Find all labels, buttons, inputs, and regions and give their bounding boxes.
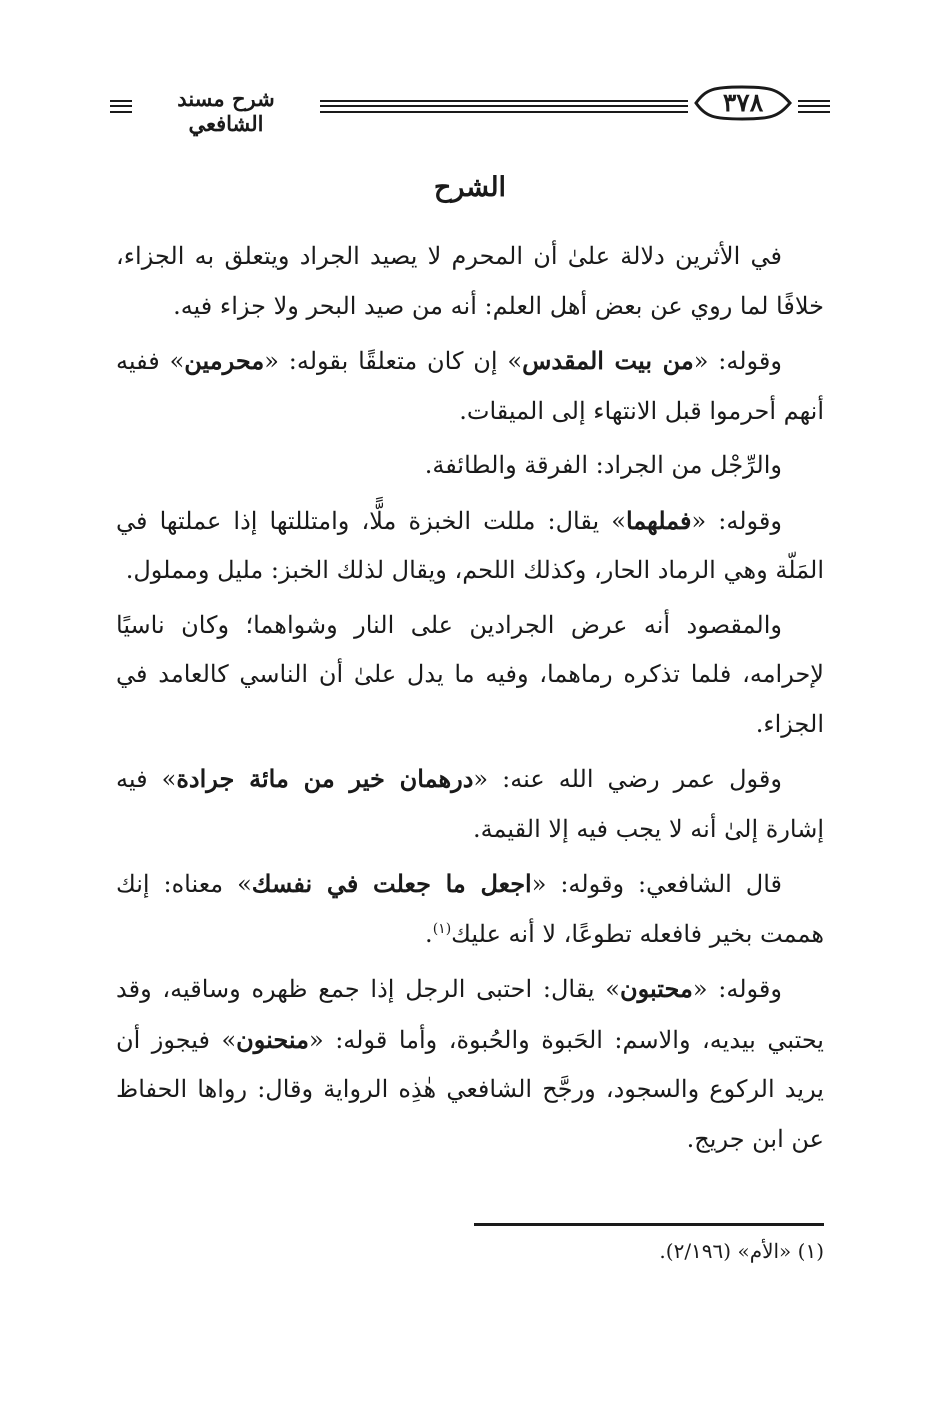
- quoted-phrase: محتبون: [619, 974, 693, 1003]
- quoted-phrase: فملهما: [625, 505, 692, 535]
- commentary-body: [116, 232, 824, 1169]
- paragraph-1: في الأثرين دلالة علىٰ أن المحرم لا يصيد الجراد ويتعلق به الجزاء، خلافًا لما روي عن بعض أهل العلم: أنه من صيد البحر ولا جزاء فيه.: [116, 242, 824, 320]
- header-rule-middle: [320, 100, 688, 113]
- paragraph-6: وقول عمر رضي الله عنه: «درهمان خير من مائة جرادة» فيه إشارة إلىٰ أنه لا يجب فيه إلا القيمة.: [116, 764, 824, 843]
- quoted-phrase: اجعل ما جعلت في نفسك: [251, 869, 532, 898]
- running-title: شرح مسند الشافعي: [177, 86, 275, 136]
- paragraph-8: وقوله: «محتبون» يقال: احتبى الرجل إذا جمع ظهره وساقيه، وقد يحتبي بيديه، والاسم: الحَبوة والحُبوة، وأما قوله: «منحنون» فيجوز أن يريد الركوع والسجود، ورجَّح الشافعي هٰذِه الرواية وقال: رواها الحفاظ عن ابن جريج.: [116, 974, 824, 1153]
- section-heading: الشرح: [433, 172, 507, 203]
- page-number: ٣٧٨: [722, 88, 764, 117]
- quoted-phrase: محرمين: [184, 346, 265, 375]
- paragraph-5: والمقصود أنه عرض الجرادين على النار وشواهما؛ وكان ناسيًا لإحرامه، فلما تذكره رماهما، وفيه ما يدل علىٰ أن الناسي كالعامد في الجزاء.: [116, 610, 824, 738]
- paragraph-2: وقوله: «من بيت المقدس» إن كان متعلقًا بقوله: «محرمين» ففيه أنهم أحرموا قبل الانتهاء إلى الميقات.: [116, 346, 824, 425]
- paragraph-7: قال الشافعي: وقوله: «اجعل ما جعلت في نفسك» معناه: إنك هممت بخير فافعله تطوعًا، لا أنه عليك$^{(١)}$.: [116, 869, 824, 948]
- quoted-phrase: درهمان خير من مائة جرادة: [176, 764, 474, 793]
- paragraph-3: والرِّجْل من الجراد: الفرقة والطائفة.: [424, 451, 782, 479]
- footnote-marker: (١): [432, 920, 452, 937]
- running-header: [110, 80, 830, 136]
- footnote-separator: [474, 1223, 824, 1226]
- footnote-1: (١) «الأم» (٢/١٩٦).: [659, 1239, 824, 1263]
- quoted-phrase: من بيت المقدس: [522, 346, 694, 375]
- paragraph-4: وقوله: «فملهما» يقال: مللت الخبزة ملًّا، وامتللتها إذا عملتها في المَلّة وهي الرماد الحار، وكذلك اللحم، ويقال لذلك الخبز: مليل ومملول.: [116, 505, 824, 584]
- page-number-badge: [692, 83, 794, 123]
- header-rule-left: [110, 100, 132, 113]
- quoted-phrase: منحنون: [236, 1024, 310, 1054]
- header-rule-right: [798, 100, 830, 113]
